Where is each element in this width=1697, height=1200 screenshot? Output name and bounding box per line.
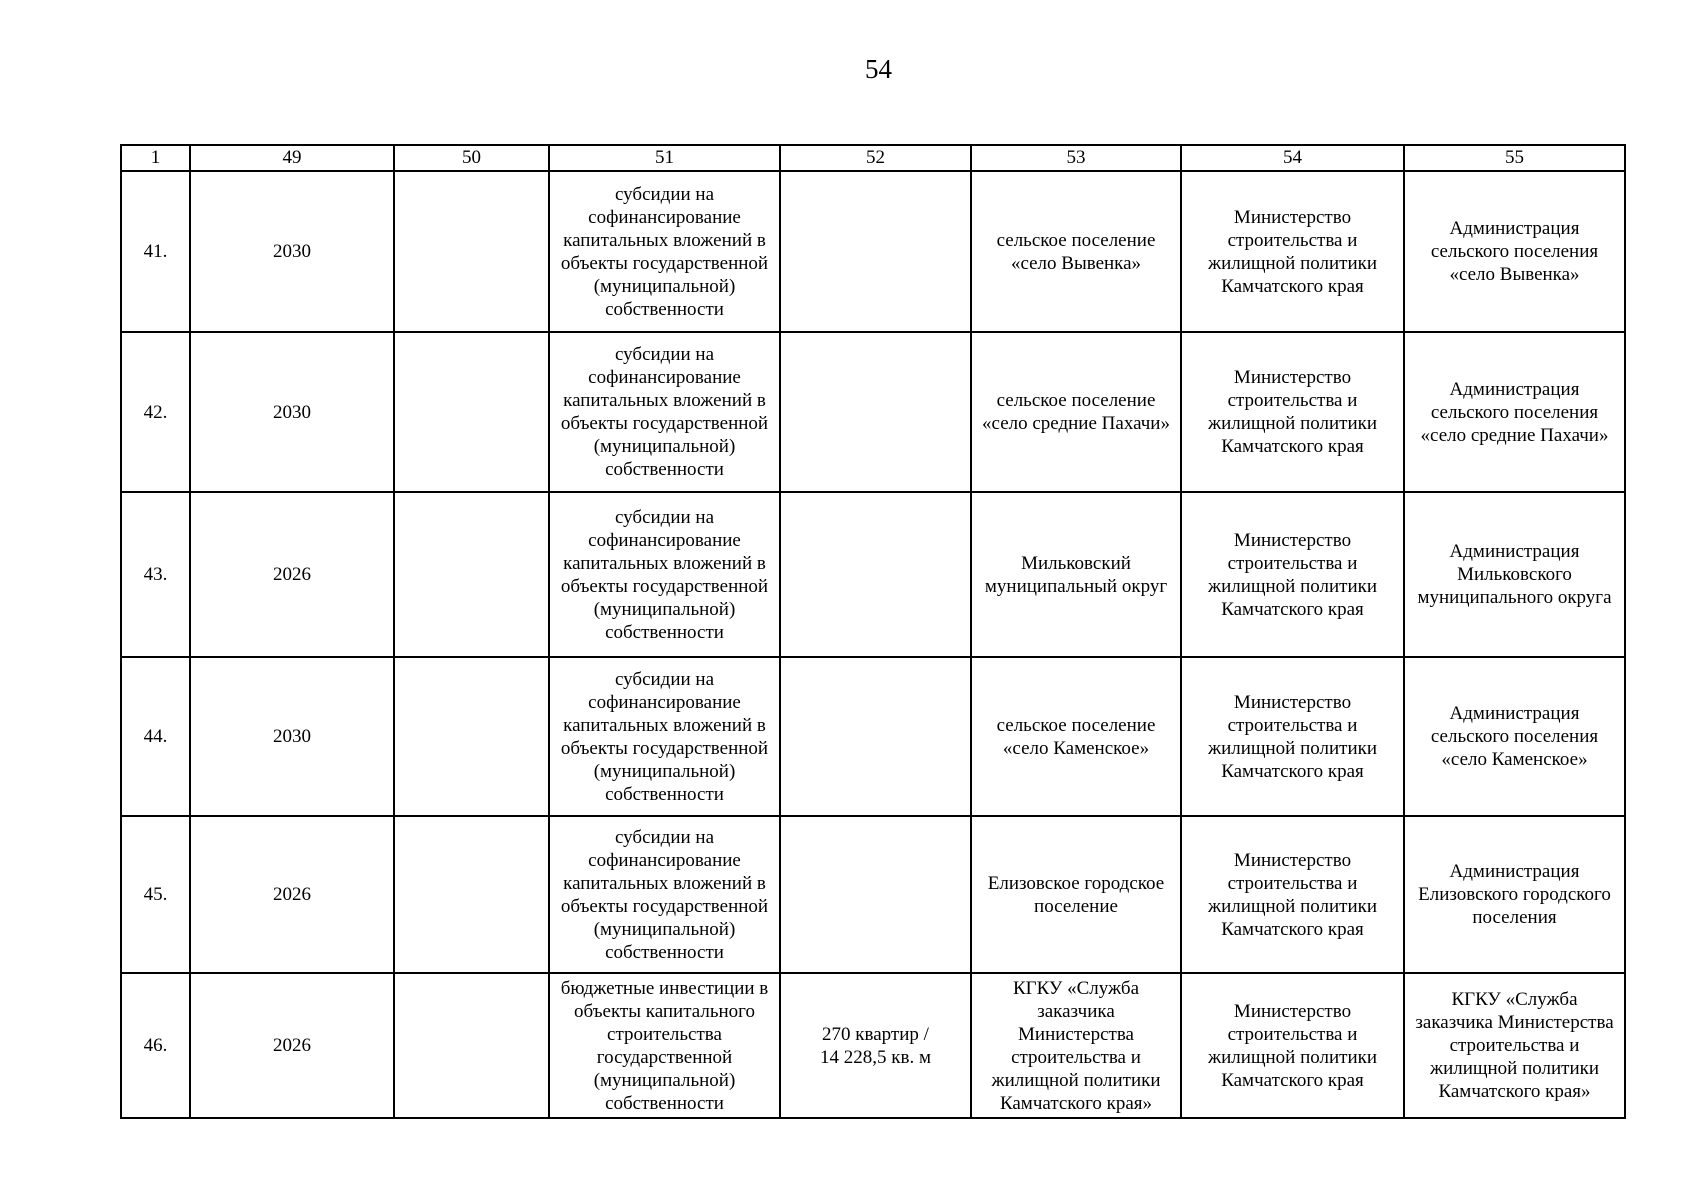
col50-cell [394, 492, 549, 657]
administration-cell: Администрация сельского поселения «село Каменское» [1404, 657, 1625, 816]
table-row [121, 657, 1625, 816]
col50-cell [394, 171, 549, 332]
column-header: 51 [549, 145, 780, 171]
column-header: 50 [394, 145, 549, 171]
year-cell: 2026 [190, 816, 394, 973]
capacity-cell [780, 492, 971, 657]
year-cell: 2026 [190, 973, 394, 1118]
year-cell: 2030 [190, 171, 394, 332]
row-number-cell: 41. [121, 171, 190, 332]
capacity-cell [780, 816, 971, 973]
col50-cell [394, 973, 549, 1118]
column-header: 53 [971, 145, 1181, 171]
funding-type-cell: субсидии на софинансирование капитальных вложений в объекты государственной (муниципальной) собственности [549, 492, 780, 657]
ministry-cell: Министерство строительства и жилищной политики Камчатского края [1181, 171, 1404, 332]
year-cell: 2030 [190, 657, 394, 816]
administration-cell: Администрация сельского поселения «село Вывенка» [1404, 171, 1625, 332]
table-row [121, 171, 1625, 332]
row-number-cell: 43. [121, 492, 190, 657]
capacity-cell: 270 квартир / 14 228,5 кв. м [780, 973, 971, 1118]
capacity-cell [780, 332, 971, 492]
administration-cell: КГКУ «Служба заказчика Министерства строительства и жилищной политики Камчатского края» [1404, 973, 1625, 1118]
recipient-cell: сельское поселение «село средние Пахачи» [971, 332, 1181, 492]
row-number-cell: 44. [121, 657, 190, 816]
recipient-cell: Елизовское городское поселение [971, 816, 1181, 973]
table-row [121, 816, 1625, 973]
table-row [121, 492, 1625, 657]
ministry-cell: Министерство строительства и жилищной политики Камчатского края [1181, 332, 1404, 492]
column-header: 1 [121, 145, 190, 171]
column-header: 49 [190, 145, 394, 171]
row-number-cell: 46. [121, 973, 190, 1118]
table-header-row [121, 145, 1625, 171]
ministry-cell: Министерство строительства и жилищной политики Камчатского края [1181, 657, 1404, 816]
funding-type-cell: бюджетные инвестиции в объекты капитального строительства государственной (муниципальной) собственности [549, 973, 780, 1118]
recipient-cell: КГКУ «Служба заказчика Министерства строительства и жилищной политики Камчатского края» [971, 973, 1181, 1118]
data-table [120, 144, 1626, 1119]
administration-cell: Администрация Мильковского муниципального округа [1404, 492, 1625, 657]
recipient-cell: сельское поселение «село Вывенка» [971, 171, 1181, 332]
funding-type-cell: субсидии на софинансирование капитальных вложений в объекты государственной (муниципальной) собственности [549, 332, 780, 492]
col50-cell [394, 816, 549, 973]
recipient-cell: Мильковский муниципальный округ [971, 492, 1181, 657]
ministry-cell: Министерство строительства и жилищной политики Камчатского края [1181, 816, 1404, 973]
col50-cell [394, 657, 549, 816]
capacity-cell [780, 657, 971, 816]
column-header: 55 [1404, 145, 1625, 171]
year-cell: 2030 [190, 332, 394, 492]
funding-type-cell: субсидии на софинансирование капитальных вложений в объекты государственной (муниципальной) собственности [549, 171, 780, 332]
row-number-cell: 45. [121, 816, 190, 973]
page-number: 54 [865, 54, 892, 84]
col50-cell [394, 332, 549, 492]
funding-type-cell: субсидии на софинансирование капитальных вложений в объекты государственной (муниципальной) собственности [549, 657, 780, 816]
ministry-cell: Министерство строительства и жилищной политики Камчатского края [1181, 973, 1404, 1118]
column-header: 54 [1181, 145, 1404, 171]
capacity-cell [780, 171, 971, 332]
year-cell: 2026 [190, 492, 394, 657]
row-number-cell: 42. [121, 332, 190, 492]
recipient-cell: сельское поселение «село Каменское» [971, 657, 1181, 816]
administration-cell: Администрация Елизовского городского поселения [1404, 816, 1625, 973]
administration-cell: Администрация сельского поселения «село средние Пахачи» [1404, 332, 1625, 492]
funding-type-cell: субсидии на софинансирование капитальных вложений в объекты государственной (муниципальной) собственности [549, 816, 780, 973]
table-row [121, 973, 1625, 1118]
column-header: 52 [780, 145, 971, 171]
table-row [121, 332, 1625, 492]
ministry-cell: Министерство строительства и жилищной политики Камчатского края [1181, 492, 1404, 657]
